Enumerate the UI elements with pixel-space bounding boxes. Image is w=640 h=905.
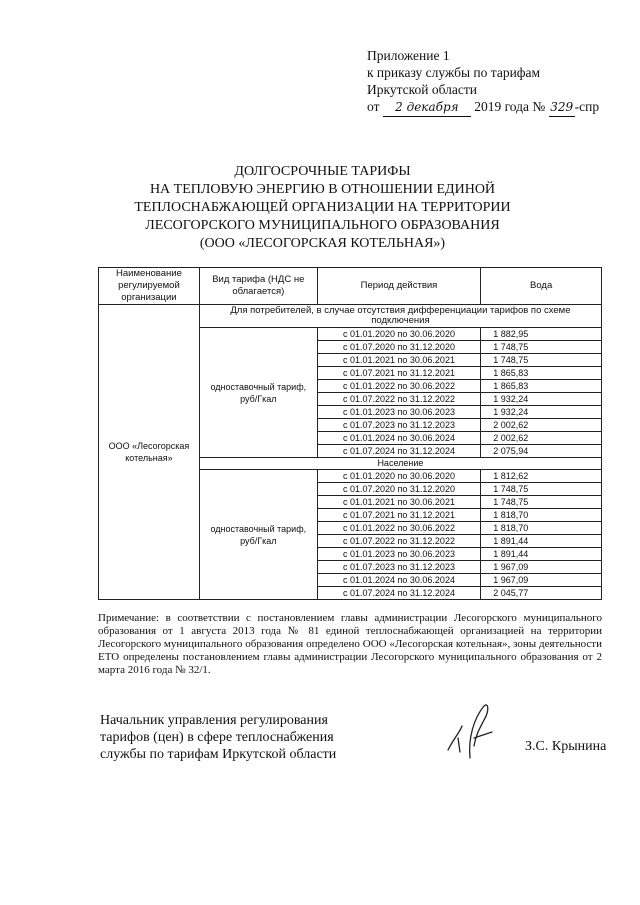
water-value-cell: 1 818,70 [481,522,602,535]
signer-name: З.С. Крынина [525,739,607,754]
water-value-cell: 1 865,83 [481,380,602,393]
title-line-3: ТЕПЛОСНАБЖАЮЩЕЙ ОРГАНИЗАЦИИ НА ТЕРРИТОРИИ [134,200,511,215]
period-cell: с 01.07.2020 по 31.12.2020 [317,341,481,354]
water-value-cell: 1 891,44 [481,548,602,561]
period-cell: с 01.01.2021 по 30.06.2021 [317,354,481,367]
period-cell: с 01.01.2020 по 30.06.2020 [317,470,481,483]
water-value-cell: 2 002,62 [481,419,602,432]
water-value-cell: 1 891,44 [481,535,602,548]
water-value-cell: 1 748,75 [481,483,602,496]
period-cell: с 01.01.2023 по 30.06.2023 [317,548,481,561]
title-line-2: НА ТЕПЛОВУЮ ЭНЕРГИЮ В ОТНОШЕНИИ ЕДИНОЙ [149,182,496,197]
period-cell: с 01.07.2024 по 31.12.2024 [317,587,481,600]
water-value-cell: 1 882,95 [481,328,602,341]
tariff-type-general: одноставочный тариф, руб/Гкал [199,328,317,458]
org-name-cell: ООО «Лесогорская котельная» [99,305,200,600]
period-cell: с 01.07.2024 по 31.12.2024 [317,445,481,458]
number-suffix: -спр [574,99,600,114]
period-cell: с 01.01.2022 по 30.06.2022 [317,522,481,535]
period-cell: с 01.07.2022 по 31.12.2022 [317,535,481,548]
header-org: Наименование регулируемой организации [99,268,200,305]
appendix-date-line [367,98,599,117]
period-cell: с 01.07.2021 по 31.12.2021 [317,367,481,380]
water-value-cell: 2 002,62 [481,432,602,445]
tariff-type-population: одноставочный тариф, руб/Гкал [199,470,317,600]
footnote: Примечание: в соответствии с постановлением главы администрации Лесогорского муниципального образования от 1 августа 2013 года № 81 единой теплоснабжающей организацией на территории Лесогорского муниципального образования определено ООО «Лесогорская котельная», зоны деятельности ЕТО определены постановлением главы администрации Лесогорского муниципального образования от 2 марта 2016 года № 32/1. [98,612,602,676]
group-label-general: Для потребителей, в случае отсутствия дифференциации тарифов по схеме подключения [199,305,601,328]
signer-line-3: службы по тарифам Иркутской области [100,747,337,762]
tariff-table-body [99,268,602,600]
period-cell: с 01.01.2020 по 30.06.2020 [317,328,481,341]
handwritten-number: 329 [549,99,575,117]
period-cell: с 01.01.2021 по 30.06.2021 [317,496,481,509]
water-value-cell: 2 045,77 [481,587,602,600]
document-title [90,163,555,253]
year-text: 2019 года № [474,99,546,114]
period-cell: с 01.01.2024 по 30.06.2024 [317,574,481,587]
appendix-region: Иркутской области [367,82,478,97]
water-value-cell: 1 748,75 [481,341,602,354]
header-water: Вода [481,268,602,305]
group-label-population: Население [199,458,601,470]
header-type: Вид тарифа (НДС не облагается) [199,268,317,305]
period-cell: с 01.07.2023 по 31.12.2023 [317,419,481,432]
water-value-cell: 1 967,09 [481,574,602,587]
water-value-cell: 1 748,75 [481,496,602,509]
water-value-cell: 1 748,75 [481,354,602,367]
title-line-4: ЛЕСОГОРСКОГО МУНИЦИПАЛЬНОГО ОБРАЗОВАНИЯ [145,218,500,233]
water-value-cell: 1 932,24 [481,393,602,406]
title-line-1: ДОЛГОСРОЧНЫЕ ТАРИФЫ [234,164,411,179]
water-value-cell: 2 075,94 [481,445,602,458]
period-cell: с 01.01.2024 по 30.06.2024 [317,432,481,445]
date-prefix: от [367,99,380,114]
handwritten-signature [440,698,500,768]
water-value-cell: 1 812,62 [481,470,602,483]
title-line-5: (ООО «ЛЕСОГОРСКАЯ КОТЕЛЬНАЯ») [199,236,446,251]
water-value-cell: 1 818,70 [481,509,602,522]
group-header-row [99,305,602,328]
water-value-cell: 1 865,83 [481,367,602,380]
handwritten-date: 2 декабря [383,99,471,117]
period-cell: с 01.07.2021 по 31.12.2021 [317,509,481,522]
appendix-order-ref: к приказу службы по тарифам [367,65,541,80]
water-value-cell: 1 932,24 [481,406,602,419]
period-cell: с 01.07.2023 по 31.12.2023 [317,561,481,574]
signer-title [100,712,336,763]
table-header-row [99,268,602,305]
signer-line-2: тарифов (цен) в сфере теплоснабжения [100,730,334,745]
period-cell: с 01.01.2023 по 30.06.2023 [317,406,481,419]
appendix-title: Приложение 1 [367,48,450,63]
period-cell: с 01.07.2022 по 31.12.2022 [317,393,481,406]
period-cell: с 01.07.2020 по 31.12.2020 [317,483,481,496]
appendix-header [367,47,599,117]
signer-line-1: Начальник управления регулирования [100,713,328,728]
tariff-table [98,267,602,600]
period-cell: с 01.01.2022 по 30.06.2022 [317,380,481,393]
header-period: Период действия [317,268,481,305]
water-value-cell: 1 967,09 [481,561,602,574]
